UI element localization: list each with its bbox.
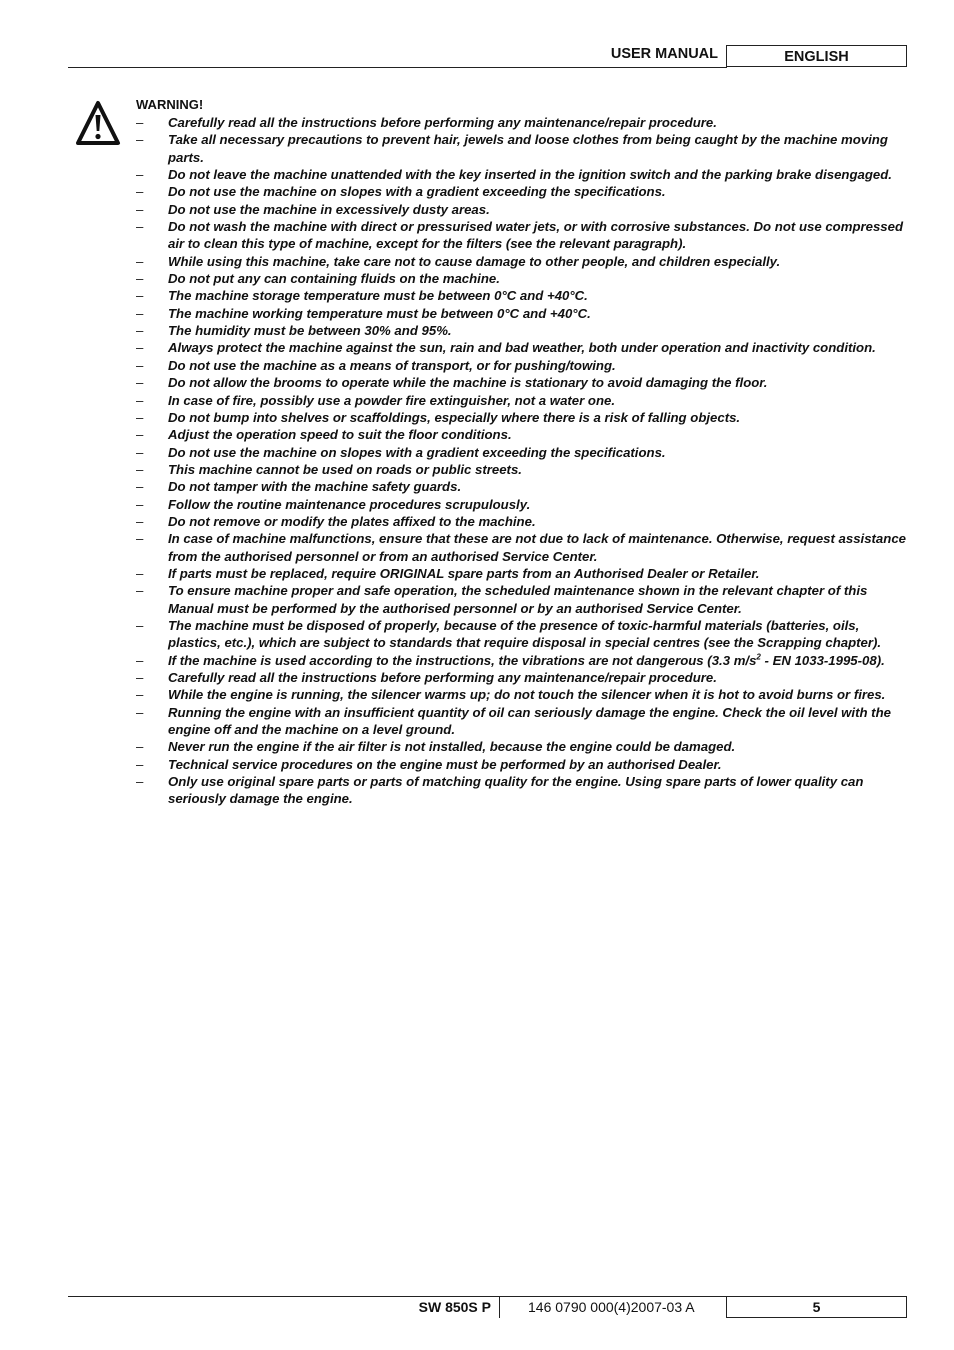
list-dash: – (136, 704, 144, 720)
list-item-text: Do not wash the machine with direct or pressurised water jets, or with corrosive substances. Do not use compressed air to clean this type of machine, except for the filters (see the relevant paragraph). (168, 219, 904, 252)
list-item (136, 496, 912, 513)
list-dash: – (136, 531, 144, 547)
list-dash: – (136, 392, 144, 408)
list-item-text: Always protect the machine against the sun, rain and bad weather, both under operation and inactivity condition. (168, 340, 876, 356)
header-divider (68, 67, 727, 68)
list-item (136, 114, 912, 131)
list-dash: – (136, 115, 144, 130)
list-item-text: Do not use the machine on slopes with a gradient exceeding the specifications. (168, 444, 666, 460)
list-item (136, 287, 912, 304)
list-dash: – (136, 132, 144, 148)
list-item-text: Do not put any can containing fluids on the machine. (168, 271, 500, 287)
list-item-text: To ensure machine proper and safe operation, the scheduled maintenance shown in the relevant chapter of this Manual must be performed by the authorised personnel or by an authorised Service Center. (168, 583, 868, 616)
list-item (136, 166, 912, 183)
list-dash: – (136, 340, 144, 356)
list-item-text: Technical service procedures on the engine must be performed by an authorised Dealer. (168, 756, 722, 772)
list-item (136, 704, 912, 739)
footer-model: SW 850S P (418, 1299, 491, 1315)
footer-separator (499, 1297, 500, 1318)
list-item-text: Do not tamper with the machine safety guards. (168, 479, 462, 495)
list-item (136, 305, 912, 322)
footer-divider (68, 1296, 727, 1297)
list-dash: – (136, 409, 144, 425)
list-item-text: Never run the engine if the air filter is not installed, because the engine could be damaged. (168, 739, 736, 755)
list-item (136, 669, 912, 686)
list-item (136, 339, 912, 356)
list-item (136, 756, 912, 773)
page-number: 5 (726, 1296, 907, 1318)
list-item (136, 513, 912, 530)
list-item (136, 686, 912, 703)
list-item-text: If parts must be replaced, require ORIGINAL spare parts from an Authorised Dealer or Retailer. (168, 565, 760, 581)
list-item-text: The machine working temperature must be between 0°C and +40°C. (168, 305, 591, 321)
list-dash: – (136, 253, 144, 269)
list-item-text: Follow the routine maintenance procedures scrupulously. (168, 496, 531, 512)
header-language: ENGLISH (726, 45, 907, 67)
list-item (136, 426, 912, 443)
list-item (136, 357, 912, 374)
list-dash: – (136, 427, 144, 443)
list-dash: – (136, 617, 144, 633)
list-dash: – (136, 687, 144, 703)
list-item (136, 270, 912, 287)
list-item-vibration (136, 652, 912, 669)
list-item (136, 374, 912, 391)
list-item-text: Carefully read all the instructions before performing any maintenance/repair procedure. (168, 670, 717, 685)
list-item (136, 565, 912, 582)
list-item-text: Do not bump into shelves or scaffoldings, especially where there is a risk of falling objects. (168, 409, 741, 425)
list-item (136, 444, 912, 461)
list-item (136, 738, 912, 755)
list-item-text: While using this machine, take care not to cause damage to other people, and children especially. (168, 253, 781, 269)
list-dash: – (136, 461, 144, 477)
list-item (136, 253, 912, 270)
list-item-text: Do not leave the machine unattended with the key inserted in the ignition switch and the parking brake disengaged. (168, 167, 892, 183)
list-item-text: Do not allow the brooms to operate while the machine is stationary to avoid damaging the floor. (168, 375, 768, 391)
list-dash: – (136, 774, 144, 790)
list-item (136, 617, 912, 652)
list-dash: – (136, 565, 144, 581)
list-dash: – (136, 583, 144, 599)
list-item-text: This machine cannot be used on roads or public streets. (168, 461, 522, 477)
list-item-text: Running the engine with an insufficient quantity of oil can seriously damage the engine. Check the oil level with the engine off and the machine on a level ground. (168, 704, 891, 738)
list-dash: – (136, 357, 144, 373)
list-item (136, 478, 912, 495)
list-dash: – (136, 271, 144, 287)
list-dash: – (136, 184, 144, 200)
list-item (136, 218, 912, 253)
list-item (136, 201, 912, 218)
list-item (136, 183, 912, 200)
list-dash: – (136, 288, 144, 304)
list-dash: – (136, 739, 144, 755)
list-item (136, 322, 912, 339)
list-dash: – (136, 756, 144, 772)
list-item-text: Take all necessary precautions to prevent hair, jewels and loose clothes from being caught by the machine moving parts. (168, 132, 888, 165)
list-item-text: Do not remove or modify the plates affixed to the machine. (168, 513, 536, 529)
list-dash: – (136, 496, 144, 512)
list-dash: – (136, 305, 144, 321)
superscript: 2 (756, 652, 761, 662)
warning-triangle-icon (75, 99, 121, 147)
list-dash: – (136, 652, 144, 668)
list-item-text: In case of fire, possibly use a powder fire extinguisher, not a water one. (168, 392, 616, 408)
list-item-text: Do not use the machine as a means of transport, or for pushing/towing. (168, 357, 616, 373)
header-title: USER MANUAL (610, 46, 718, 62)
list-item (136, 131, 912, 166)
list-item-text: If the machine is used according to the instructions, the vibrations are not dangerous (3.3 m/s (168, 652, 757, 668)
list-item (136, 409, 912, 426)
list-item-text: While the engine is running, the silencer warms up; do not touch the silencer when it is hot to avoid burns or fires. (168, 687, 886, 703)
list-item-text: The machine storage temperature must be between 0°C and +40°C. (168, 288, 588, 304)
warning-heading: WARNING! (136, 97, 204, 112)
list-item (136, 773, 912, 808)
list-item (136, 530, 912, 565)
warning-list (136, 114, 912, 808)
list-item-text: In case of machine malfunctions, ensure that these are not due to lack of maintenance. Otherwise, request assistance from the authorised personnel or from an authorised Service Center. (168, 531, 906, 564)
list-item-text: Only use original spare parts or parts of matching quality for the engine. Using spare parts of lower quality can seriously damage the engine. (168, 774, 864, 807)
list-item-text: Carefully read all the instructions before performing any maintenance/repair procedure. (168, 115, 717, 130)
list-dash: – (136, 219, 144, 235)
list-item (136, 461, 912, 478)
list-dash: – (136, 479, 144, 495)
list-dash: – (136, 375, 144, 391)
list-item (136, 582, 912, 617)
list-item-text: The humidity must be between 30% and 95%. (168, 323, 452, 339)
list-item-text: Do not use the machine in excessively dusty areas. (168, 201, 490, 217)
list-item-text: The machine must be disposed of properly, because of the presence of toxic-harmful materials (batteries, oils, plastics, etc.), which are subject to standards that require disposal in special centres (see the Scrapping chapter). (168, 617, 882, 651)
list-dash: – (136, 201, 144, 217)
list-dash: – (136, 167, 144, 183)
list-item-text: Adjust the operation speed to suit the floor conditions. (168, 427, 512, 443)
list-dash: – (136, 513, 144, 529)
list-dash: – (136, 670, 144, 685)
list-item-text: - EN 1033-1995-08). (760, 652, 885, 668)
list-item (136, 392, 912, 409)
footer-doc-code: 146 0790 000(4)2007-03 A (528, 1299, 695, 1315)
list-item-text: Do not use the machine on slopes with a gradient exceeding the specifications. (168, 184, 666, 200)
list-dash: – (136, 444, 144, 460)
list-dash: – (136, 323, 144, 339)
